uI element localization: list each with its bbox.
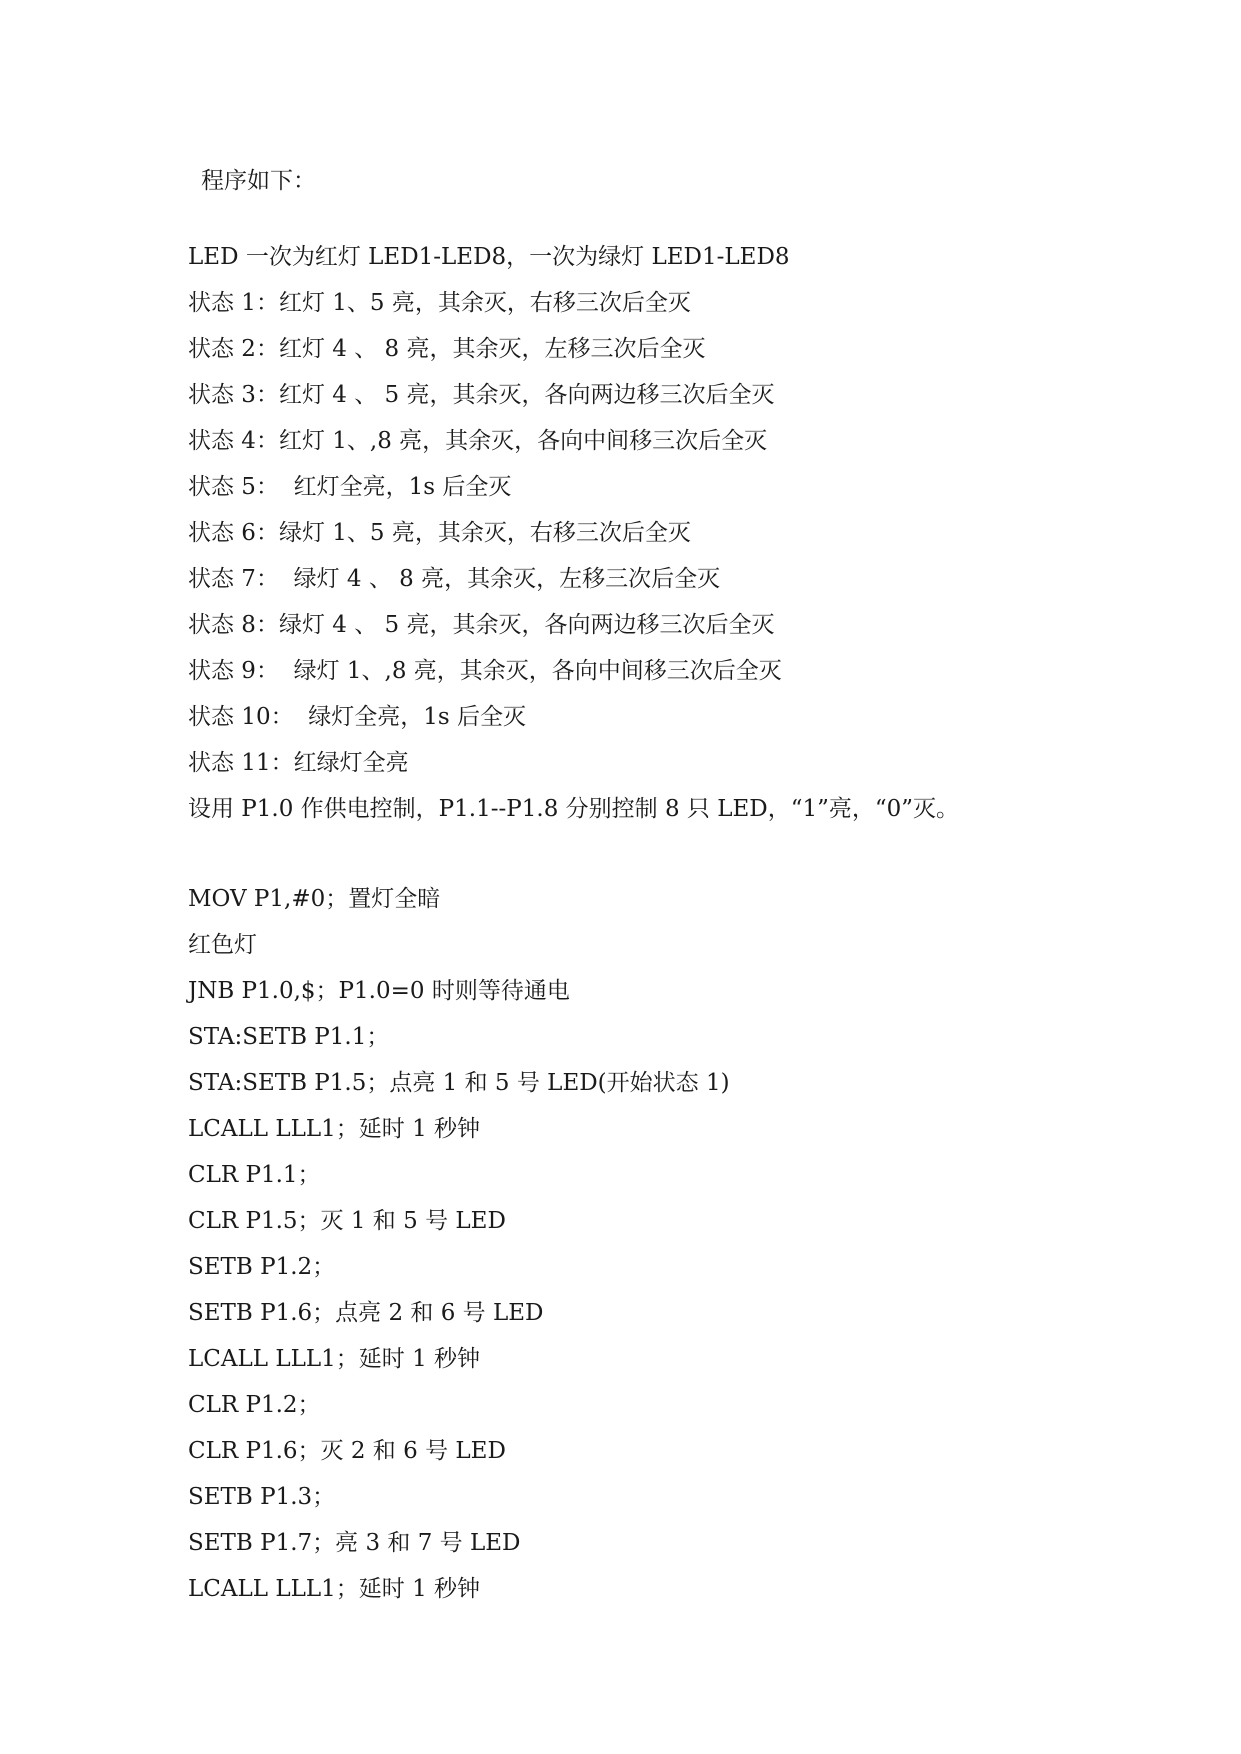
description-line: 状态 4：红灯 1、,8 亮，其余灭，各向中间移三次后全灭 (188, 428, 768, 454)
description-line: 状态 10： 绿灯全亮，1s 后全灭 (188, 704, 526, 730)
code-line: 红色灯 (188, 932, 257, 958)
code-line: STA:SETB P1.1； (188, 1024, 390, 1050)
code-line: SETB P1.3； (188, 1484, 336, 1510)
spacer (188, 832, 1188, 876)
description-block (188, 234, 1188, 832)
code-line: CLR P1.1； (188, 1162, 321, 1188)
code-line: CLR P1.6；灭 2 和 6 号 LED (188, 1438, 506, 1464)
code-line: CLR P1.2； (188, 1392, 321, 1418)
code-line: STA:SETB P1.5；点亮 1 和 5 号 LED(开始状态 1) (188, 1070, 730, 1096)
code-line: SETB P1.6；点亮 2 和 6 号 LED (188, 1300, 544, 1326)
code-line: MOV P1,#0；置灯全暗 (188, 886, 441, 912)
code-block (188, 876, 1188, 1612)
section-heading: 程序如下： (201, 168, 316, 194)
code-line: LCALL LLL1；延时 1 秒钟 (188, 1576, 481, 1602)
document-body (188, 158, 1188, 1612)
description-line: 状态 2：红灯 4 、 8 亮，其余灭，左移三次后全灭 (188, 336, 706, 362)
description-line: 状态 11：红绿灯全亮 (188, 750, 409, 776)
spacer (188, 204, 1188, 234)
description-line: 状态 3：红灯 4 、 5 亮，其余灭，各向两边移三次后全灭 (188, 382, 775, 408)
code-line: LCALL LLL1；延时 1 秒钟 (188, 1346, 481, 1372)
description-line: LED 一次为红灯 LED1-LED8，一次为绿灯 LED1-LED8 (188, 244, 790, 270)
description-line: 状态 8：绿灯 4 、 5 亮，其余灭，各向两边移三次后全灭 (188, 612, 775, 638)
description-line: 状态 7： 绿灯 4 、 8 亮，其余灭，左移三次后全灭 (188, 566, 721, 592)
code-line: LCALL LLL1；延时 1 秒钟 (188, 1116, 481, 1142)
code-line: SETB P1.7；亮 3 和 7 号 LED (188, 1530, 521, 1556)
description-line: 状态 1：红灯 1、5 亮，其余灭，右移三次后全灭 (188, 290, 691, 316)
description-line: 设用 P1.0 作供电控制，P1.1--P1.8 分别控制 8 只 LED，“1”亮，“0”灭。 (188, 796, 960, 822)
description-line: 状态 9： 绿灯 1、,8 亮，其余灭，各向中间移三次后全灭 (188, 658, 782, 684)
description-line: 状态 6：绿灯 1、5 亮，其余灭，右移三次后全灭 (188, 520, 691, 546)
code-line: JNB P1.0,$；P1.0=0 时则等待通电 (188, 978, 570, 1004)
code-line: CLR P1.5；灭 1 和 5 号 LED (188, 1208, 506, 1234)
description-line: 状态 5： 红灯全亮，1s 后全灭 (188, 474, 512, 500)
code-line: SETB P1.2； (188, 1254, 336, 1280)
